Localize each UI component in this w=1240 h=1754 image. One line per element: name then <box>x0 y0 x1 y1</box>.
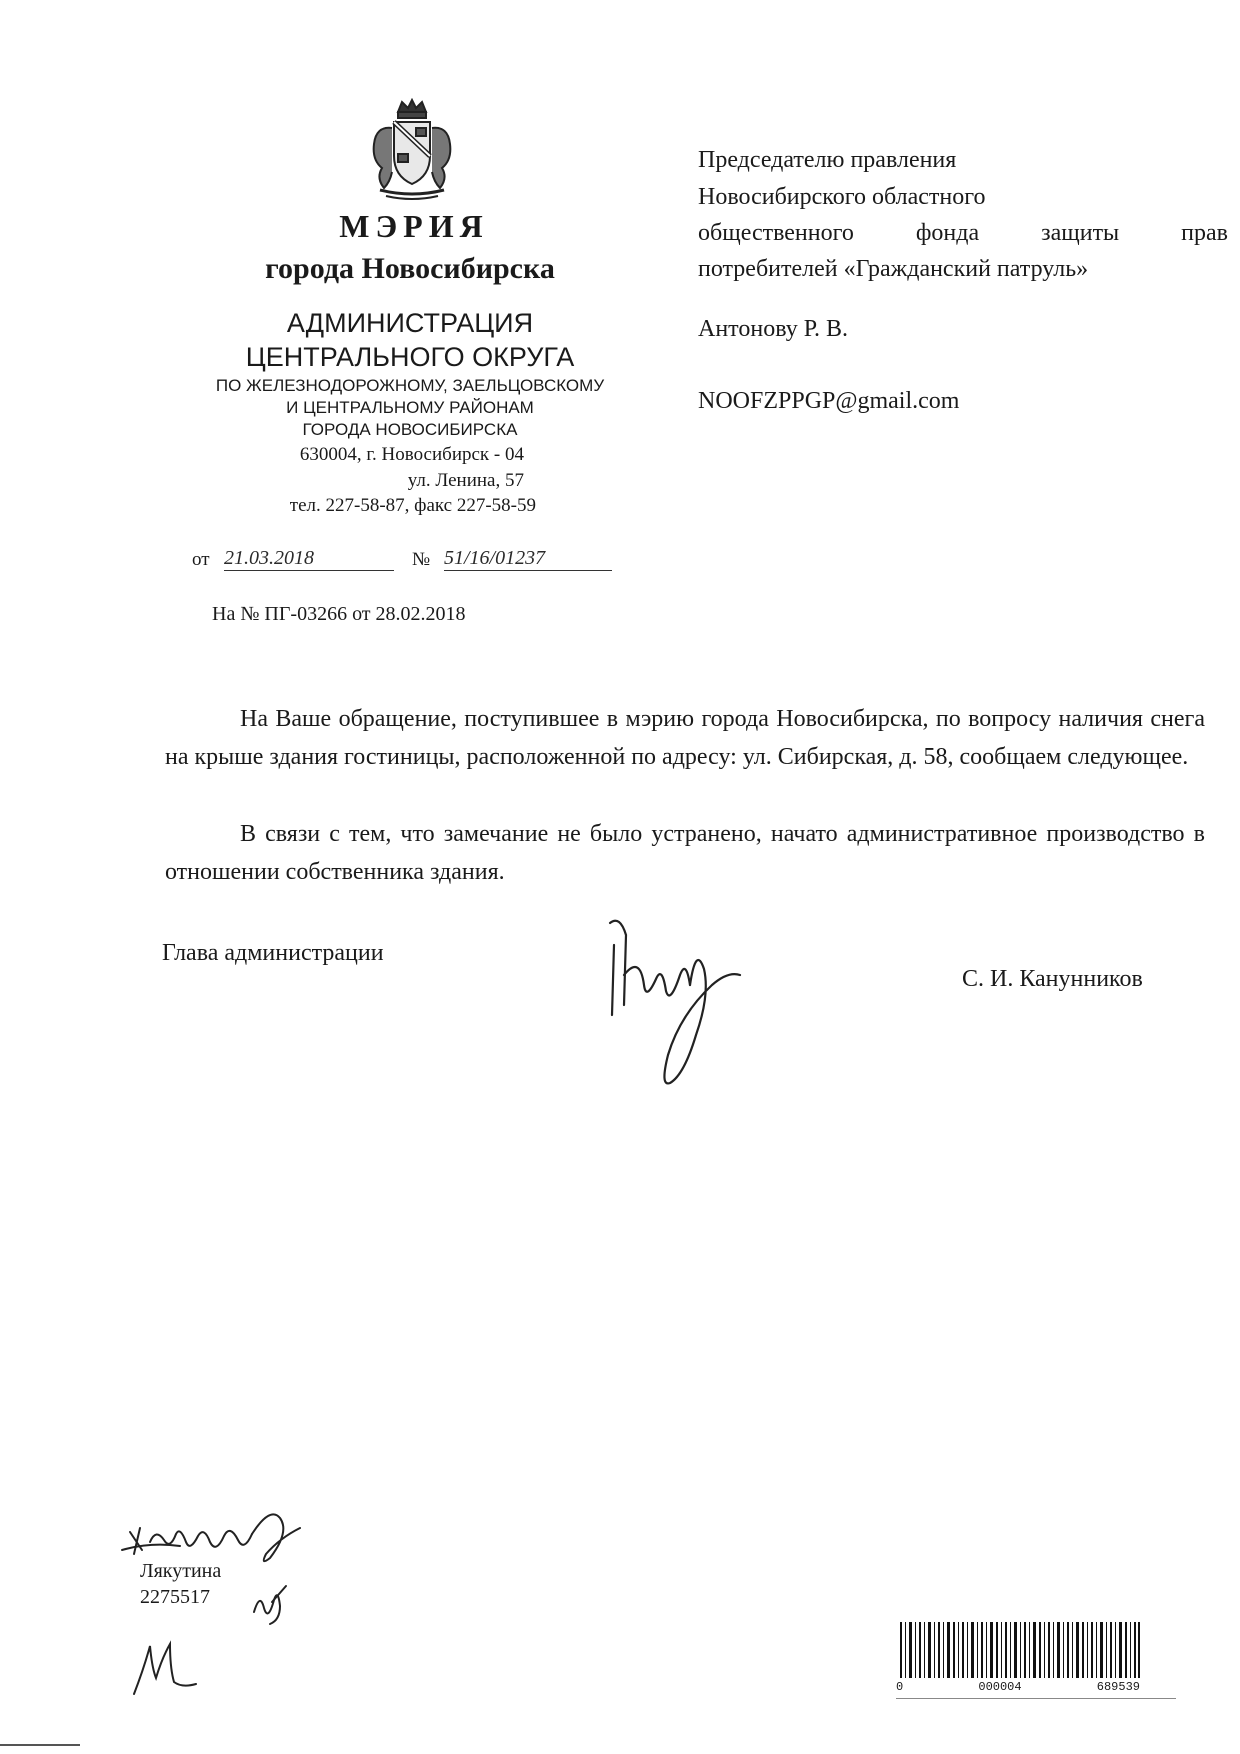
executor-initials <box>250 1582 290 1626</box>
barcode <box>900 1622 1140 1678</box>
executor-phone: 2275517 <box>140 1586 210 1608</box>
barcode-group-1: 000004 <box>978 1680 1022 1694</box>
executor-signature <box>120 1498 330 1568</box>
postal-address: 630004, г. Новосибирск - 04 <box>299 444 524 465</box>
addressee-line-3: общественного фонда защиты прав <box>698 220 1228 246</box>
contacts: тел. 227-58-87, факс 227-58-59 <box>289 495 536 516</box>
incoming-reference: На № ПГ-03266 от 28.02.2018 <box>212 603 466 625</box>
addressee-line-4: потребителей «Гражданский патруль» <box>698 256 1089 282</box>
outgoing-reference <box>192 543 612 575</box>
administration-title: АДМИНИСТРАЦИЯ <box>286 308 534 338</box>
date-label: от <box>192 549 210 570</box>
scan-line <box>896 1698 1176 1699</box>
coat-of-arms-icon <box>362 98 462 202</box>
margin-line <box>0 1744 80 1746</box>
addressee-email: NOOFZPPGP@gmail.com <box>698 388 960 414</box>
barcode-prefix: 0 <box>896 1680 904 1694</box>
mayor-city: города Новосибирска <box>265 252 555 285</box>
number-label: № <box>412 549 431 570</box>
body-paragraph-2 <box>165 815 1205 891</box>
addressee-name: Антонову Р. В. <box>698 316 849 342</box>
initials-mark <box>130 1638 200 1698</box>
street-address: ул. Ленина, 57 <box>407 470 524 491</box>
district-title: ЦЕНТРАЛЬНОГО ОКРУГА <box>245 342 575 372</box>
districts-line-1: ПО ЖЕЛЕЗНОДОРОЖНОМУ, ЗАЕЛЬЦОВСКОМУ <box>215 376 605 395</box>
number-value: 51/16/01237 <box>444 547 612 571</box>
districts-line-2: И ЦЕНТРАЛЬНОМУ РАЙОНАМ <box>286 398 534 417</box>
districts-line-3: ГОРОДА НОВОСИБИРСКА <box>302 420 518 439</box>
addressee-line-2: Новосибирского областного <box>698 184 986 210</box>
signatory-title: Глава администрации <box>162 940 384 966</box>
date-value: 21.03.2018 <box>224 547 394 571</box>
barcode-number <box>896 1680 1140 1694</box>
handwritten-signature <box>600 905 750 1095</box>
addressee-line-1: Председателю правления <box>698 147 957 173</box>
barcode-group-2: 689539 <box>1096 1680 1140 1694</box>
body-paragraph-1 <box>165 700 1205 776</box>
paragraph-text: В связи с тем, что замечание не было устранено, начато административное производство в отношении собственника здания. <box>165 821 1205 885</box>
paragraph-text: На Ваше обращение, поступившее в мэрию города Новосибирска, по вопросу наличия снега на крыше здания гостиницы, расположенной по адресу: ул. Сибирская, д. 58, сообщаем следующее. <box>165 706 1205 770</box>
signatory-name: С. И. Канунников <box>962 966 1143 992</box>
mayor-title: МЭРИЯ <box>339 208 489 244</box>
executor-name: Лякутина <box>140 1560 222 1582</box>
